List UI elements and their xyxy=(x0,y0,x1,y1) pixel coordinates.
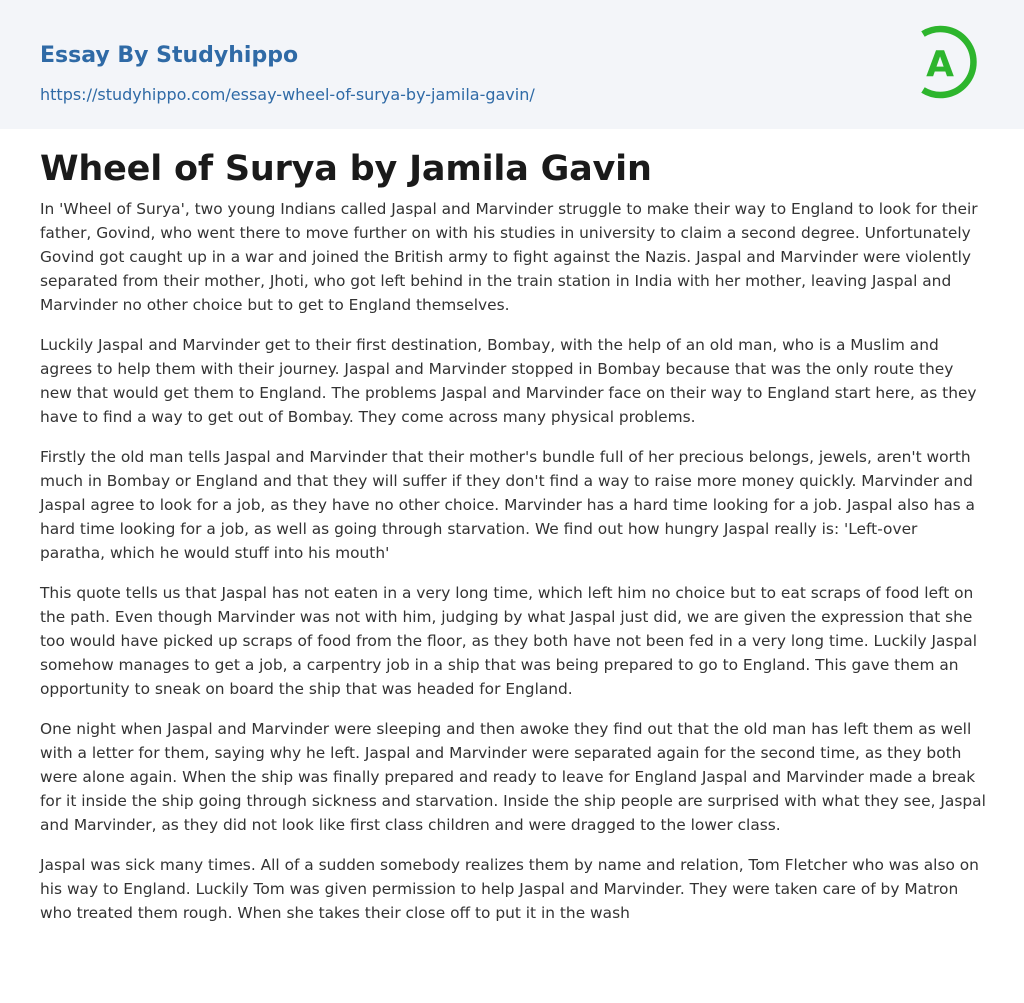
essay-paragraph: Jaspal was sick many times. All of a sudden somebody realizes them by name and relation, Tom Fletcher who was also on his way to England. Luckily Tom was given permission to help Jaspal and Marvinder. They were taken care of by Matron who treated them rough. When she takes their close off to put it in the wash xyxy=(40,856,979,922)
essay-paragraph: This quote tells us that Jaspal has not eaten in a very long time, which left him no choice but to eat scraps of food left on the path. Even though Marvinder was not with him, judging by what Jaspal just did, we are given the expression that she too would have picked up scraps of food from the floor, as they both have not been fed in a very long time. Luckily Jaspal somehow manages to get a job, a carpentry job in a ship that was being prepared to go to England. This gave them an opportunity to sneak on board the ship that was headed for England. xyxy=(40,584,977,698)
logo-letter: A xyxy=(926,44,954,85)
essay-paragraph: Firstly the old man tells Jaspal and Marvinder that their mother's bundle full of her precious belongs, jewels, aren't worth much in Bombay or England and that they will suffer if they don't find a way to raise more money quickly. Marvinder and Jaspal agree to look for a job, as they have no other choice. Marvinder has a hard time looking for a job. Jaspal also has a hard time looking for a job, as well as going through starvation. We find out how hungry Jaspal really is: 'Left-over paratha, which he would stuff into his mouth' xyxy=(40,448,975,562)
site-brand-title[interactable]: Essay By Studyhippo xyxy=(40,43,299,68)
essay-paragraph: Luckily Jaspal and Marvinder get to their first destination, Bombay, with the help of an old man, who is a Muslim and agrees to help them with their journey. Jaspal and Marvinder stopped in Bombay because that was the only route they new that would get them to England. The problems Jaspal and Marvinder face on their way to England start here, as they have to find a way to get out of Bombay. They come across many physical problems. xyxy=(40,336,977,426)
essay-paragraph: One night when Jaspal and Marvinder were sleeping and then awoke they find out that the old man has left them as well with a letter for them, saying why he left. Jaspal and Marvinder were separated again for the second time, as they both were alone again. When the ship was finally prepared and ready to leave for England Jaspal and Marvinder made a break for it inside the ship going through sickness and starvation. Inside the ship people are surprised with what they see, Jaspal and Marvinder, as they did not look like first class children and were dragged to the lower class. xyxy=(40,720,986,834)
essay-content xyxy=(0,129,1024,925)
site-header xyxy=(0,0,1024,129)
essay-paragraph: In 'Wheel of Surya', two young Indians called Jaspal and Marvinder struggle to make their way to England to look for their father, Govind, who went there to move further on with his studies in university to claim a second degree. Unfortunately Govind got caught up in a war and joined the British army to fight against the Nazis. Jaspal and Marvinder were violently separated from their mother, Jhoti, who got left behind in the train station in India with her mother, leaving Jaspal and Marvinder no other choice but to get to England themselves. xyxy=(40,200,978,314)
essay-url-link[interactable]: https://studyhippo.com/essay-wheel-of-surya-by-jamila-gavin/ xyxy=(40,85,535,104)
studyhippo-logo-icon[interactable] xyxy=(914,20,986,104)
page-title: Wheel of Surya by Jamila Gavin xyxy=(40,149,652,189)
